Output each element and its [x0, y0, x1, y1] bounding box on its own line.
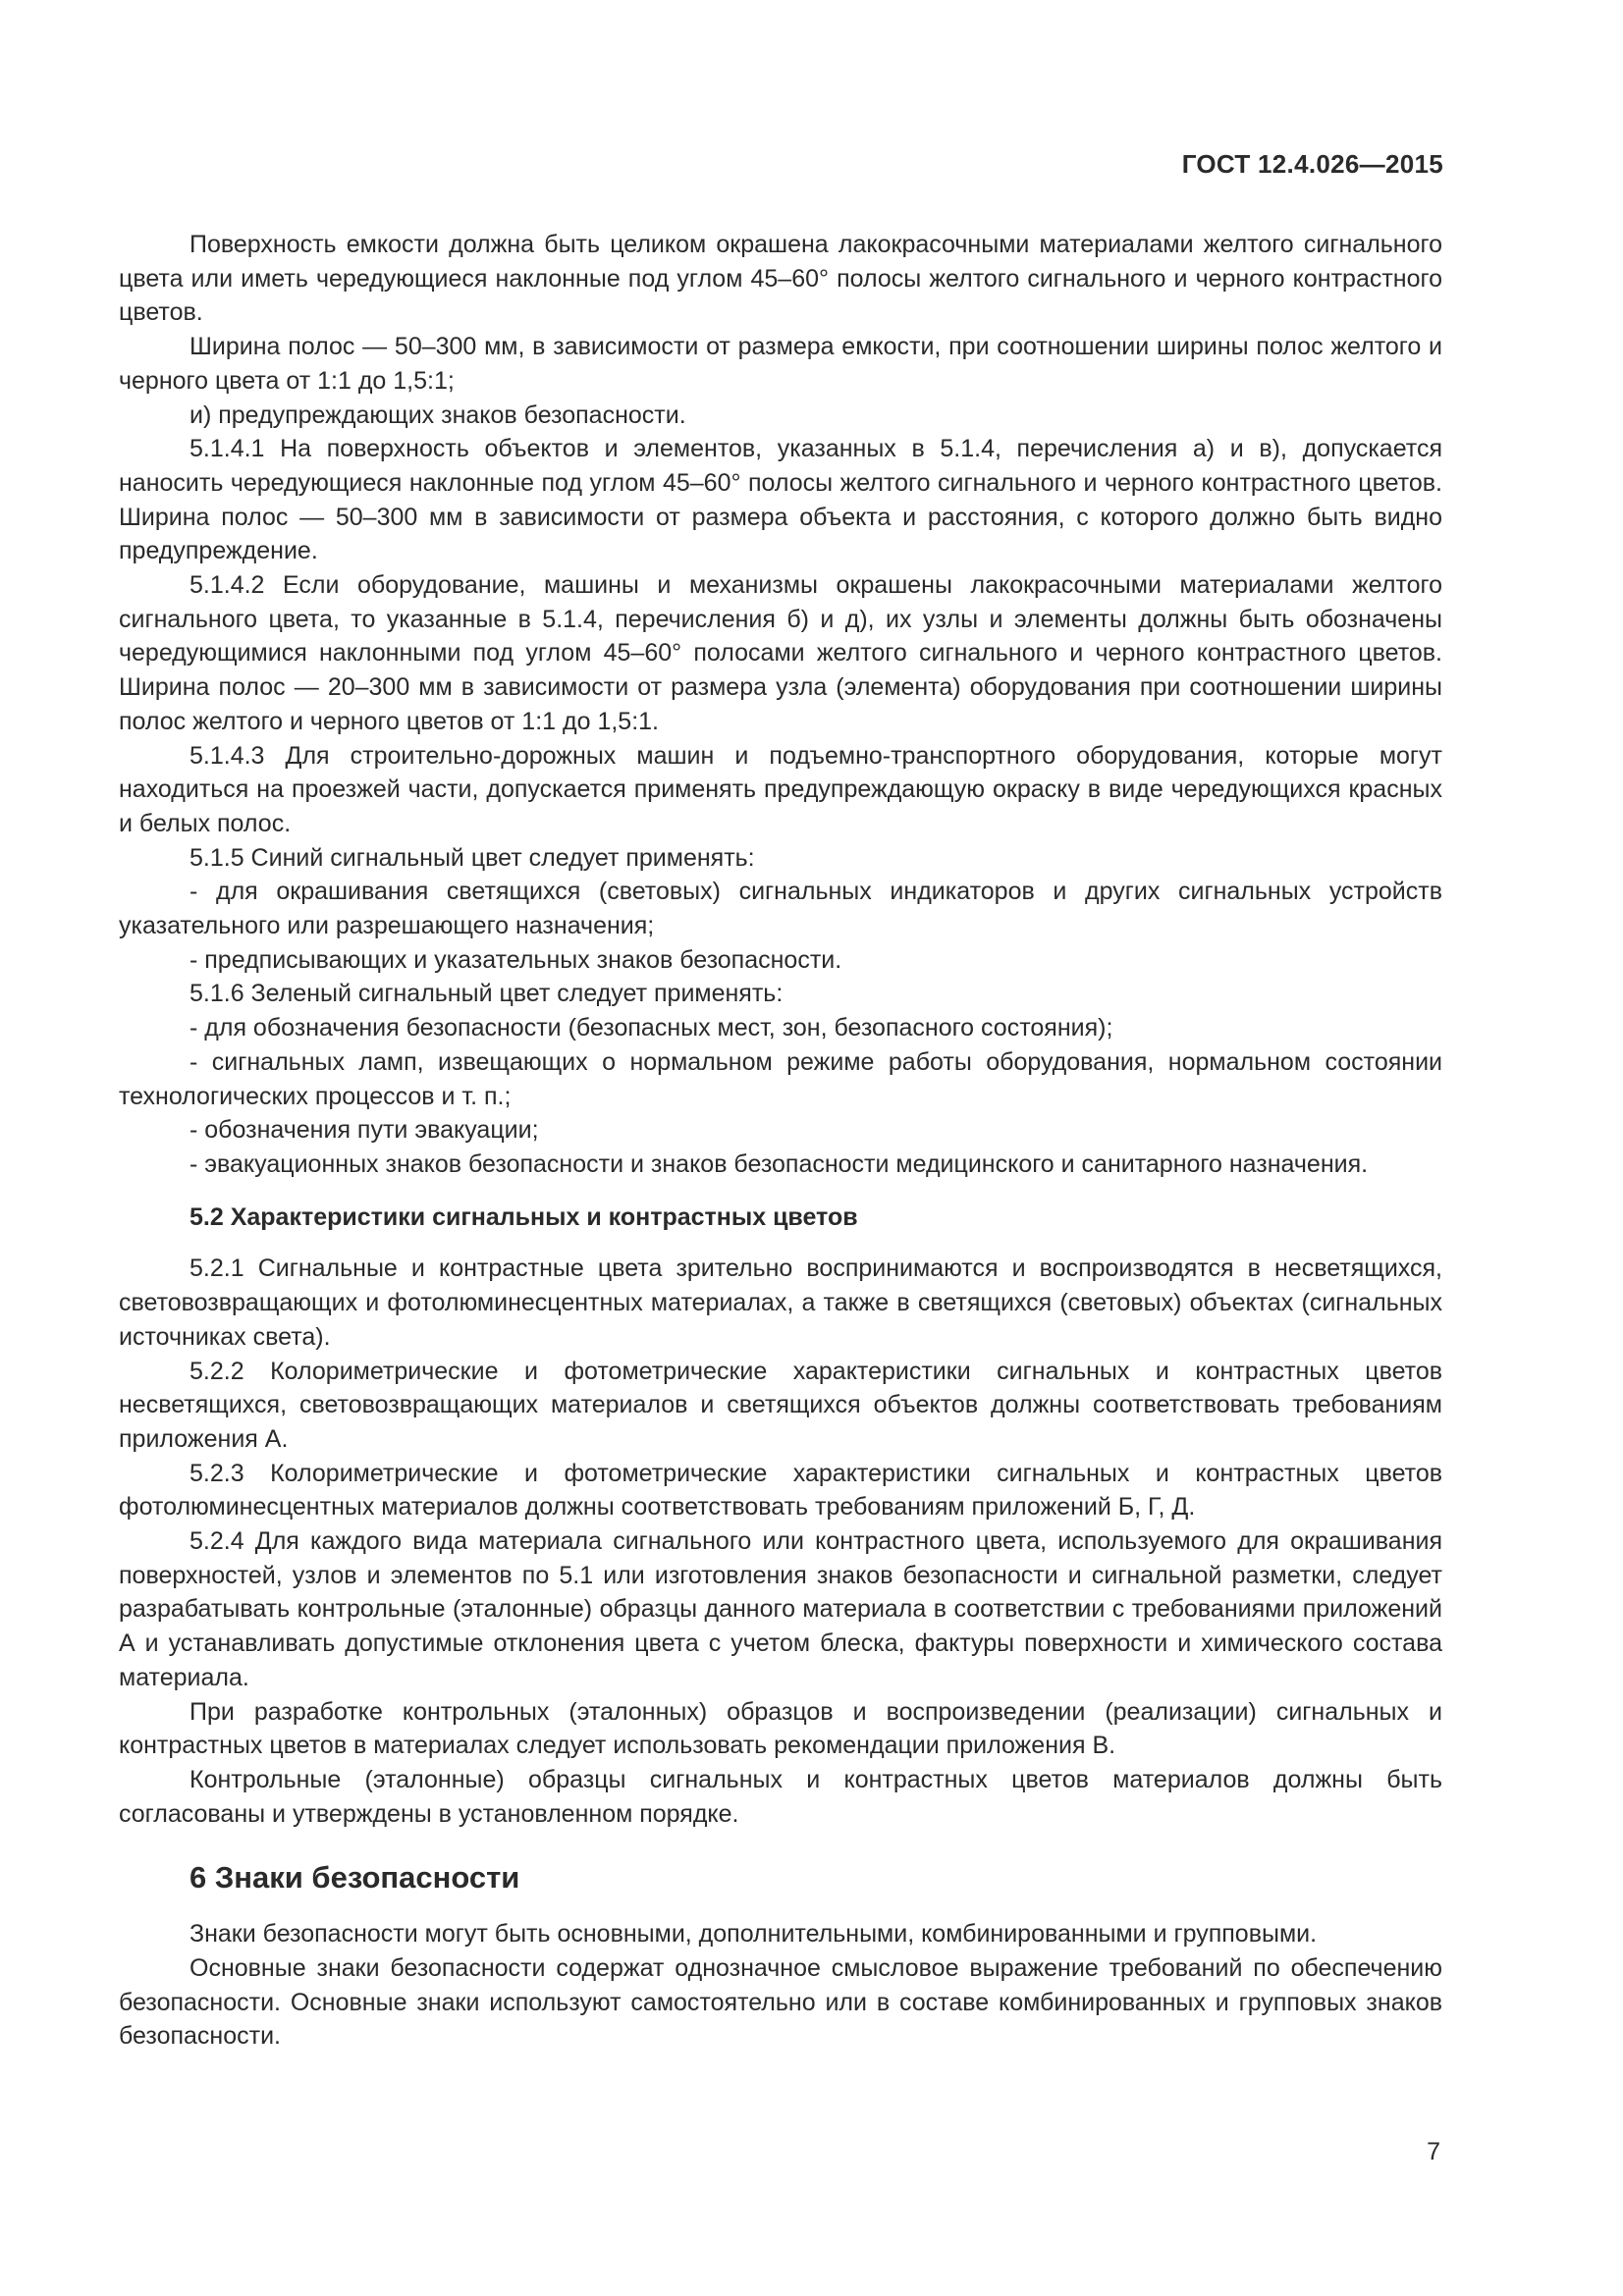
list-item: - сигнальных ламп, извещающих о нормальном режиме работы оборудования, нормальном состоянии технологических процессов и т. п.; [119, 1047, 1442, 1110]
paragraph: 5.1.5 Синий сигнальный цвет следует применять: [189, 843, 755, 872]
paragraph: 5.2.3 Колориметрические и фотометрические характеристики сигнальных и контрастных цветов фотолюминесцентных материалов должны соответствовать требованиям приложений Б, Г, Д. [119, 1459, 1442, 1522]
paragraph: При разработке контрольных (эталонных) образцов и воспроизведении (реализации) сигнальных и контрастных цветов в материалах следует использовать рекомендации приложения В. [119, 1697, 1442, 1760]
list-item: - для окрашивания светящихся (световых) сигнальных индикаторов и других сигнальных устройств указательного или разрешающего назначения; [119, 878, 1442, 940]
paragraph: Контрольные (эталонные) образцы сигнальных и контрастных цветов материалов должны быть согласованы и утверждены в установленном порядке. [119, 1765, 1442, 1828]
section-heading-6: 6 Знаки безопасности [189, 1860, 520, 1896]
paragraph: 5.1.4.1 На поверхность объектов и элементов, указанных в 5.1.4, перечисления а) и в), допускается наносить чередующиеся наклонные под углом 45–60° полосы желтого сигнального и черного контрастного цветов. Ширина полос — 50–300 мм в зависимости от размера объекта и расстояния, с которого должно быть видно предупреждение. [119, 435, 1442, 565]
paragraph: 5.1.4.3 Для строительно-дорожных машин и подъемно-транспортного оборудования, которые могут находиться на проезжей части, допускается применять предупреждающую окраску в виде чередующихся красных и белых полос. [119, 741, 1442, 837]
list-item: - предписывающих и указательных знаков безопасности. [189, 945, 842, 974]
list-item: - эвакуационных знаков безопасности и знаков безопасности медицинского и санитарного назначения. [189, 1149, 1369, 1178]
paragraph: 5.1.6 Зеленый сигнальный цвет следует применять: [189, 980, 784, 1008]
section-heading-5-2: 5.2 Характеристики сигнальных и контрастных цветов [189, 1202, 858, 1231]
paragraph: и) предупреждающих знаков безопасности. [189, 400, 686, 429]
paragraph: 5.2.1 Сигнальные и контрастные цвета зрительно воспринимаются и воспроизводятся в несветящихся, световозвращающих и фотолюминесцентных материалах, а также в светящихся (световых) объектах (сигнальных источниках света). [119, 1255, 1442, 1351]
paragraph: Ширина полос — 50–300 мм, в зависимости от размера емкости, при соотношении ширины полос желтого и черного цвета от 1:1 до 1,5:1; [119, 333, 1442, 395]
list-item: - для обозначения безопасности (безопасных мест, зон, безопасного состояния); [189, 1014, 1113, 1042]
page-content [119, 228, 1442, 2054]
paragraph: Поверхность емкости должна быть целиком окрашена лакокрасочными материалами желтого сигнального цвета или иметь чередующиеся наклонные под углом 45–60° полосы желтого сигнального и черного контрастного цветов. [119, 231, 1442, 327]
paragraph: 5.2.4 Для каждого вида материала сигнального или контрастного цвета, используемого для окрашивания поверхностей, узлов и элементов по 5.1 или изготовления знаков безопасности и сигнальной разметки, следует разрабатывать контрольные (эталонные) образцы данного материала в соответствии с требованиями приложений А и устанавливать допустимые отклонения цвета с учетом блеска, фактуры поверхности и химического состава материала. [119, 1527, 1442, 1691]
page-number: 7 [1427, 2138, 1440, 2165]
paragraph: 5.1.4.2 Если оборудование, машины и механизмы окрашены лакокрасочными материалами желтого сигнального цвета, то указанные в 5.1.4, перечисления б) и д), их узлы и элементы должны быть обозначены чередующимися наклонными под углом 45–60° полосами желтого сигнального и черного контрастного цветов. Ширина полос — 20–300 мм в зависимости от размера узла (элемента) оборудования при соотношении ширины полос желтого и черного цветов от 1:1 до 1,5:1. [119, 571, 1442, 735]
paragraph: 5.2.2 Колориметрические и фотометрические характеристики сигнальных и контрастных цветов несветящихся, световозвращающих материалов и светящихся объектов должны соответствовать требованиям приложения А. [119, 1357, 1442, 1453]
document-code-header: ГОСТ 12.4.026—2015 [1181, 149, 1443, 179]
paragraph: Основные знаки безопасности содержат однозначное смысловое выражение требований по обеспечению безопасности. Основные знаки используют самостоятельно или в составе комбинированных и групповых знаков безопасности. [119, 1954, 1442, 2051]
paragraph: Знаки безопасности могут быть основными, дополнительными, комбинированными и групповыми. [189, 1920, 1318, 1949]
list-item: - обозначения пути эвакуации; [189, 1116, 539, 1145]
